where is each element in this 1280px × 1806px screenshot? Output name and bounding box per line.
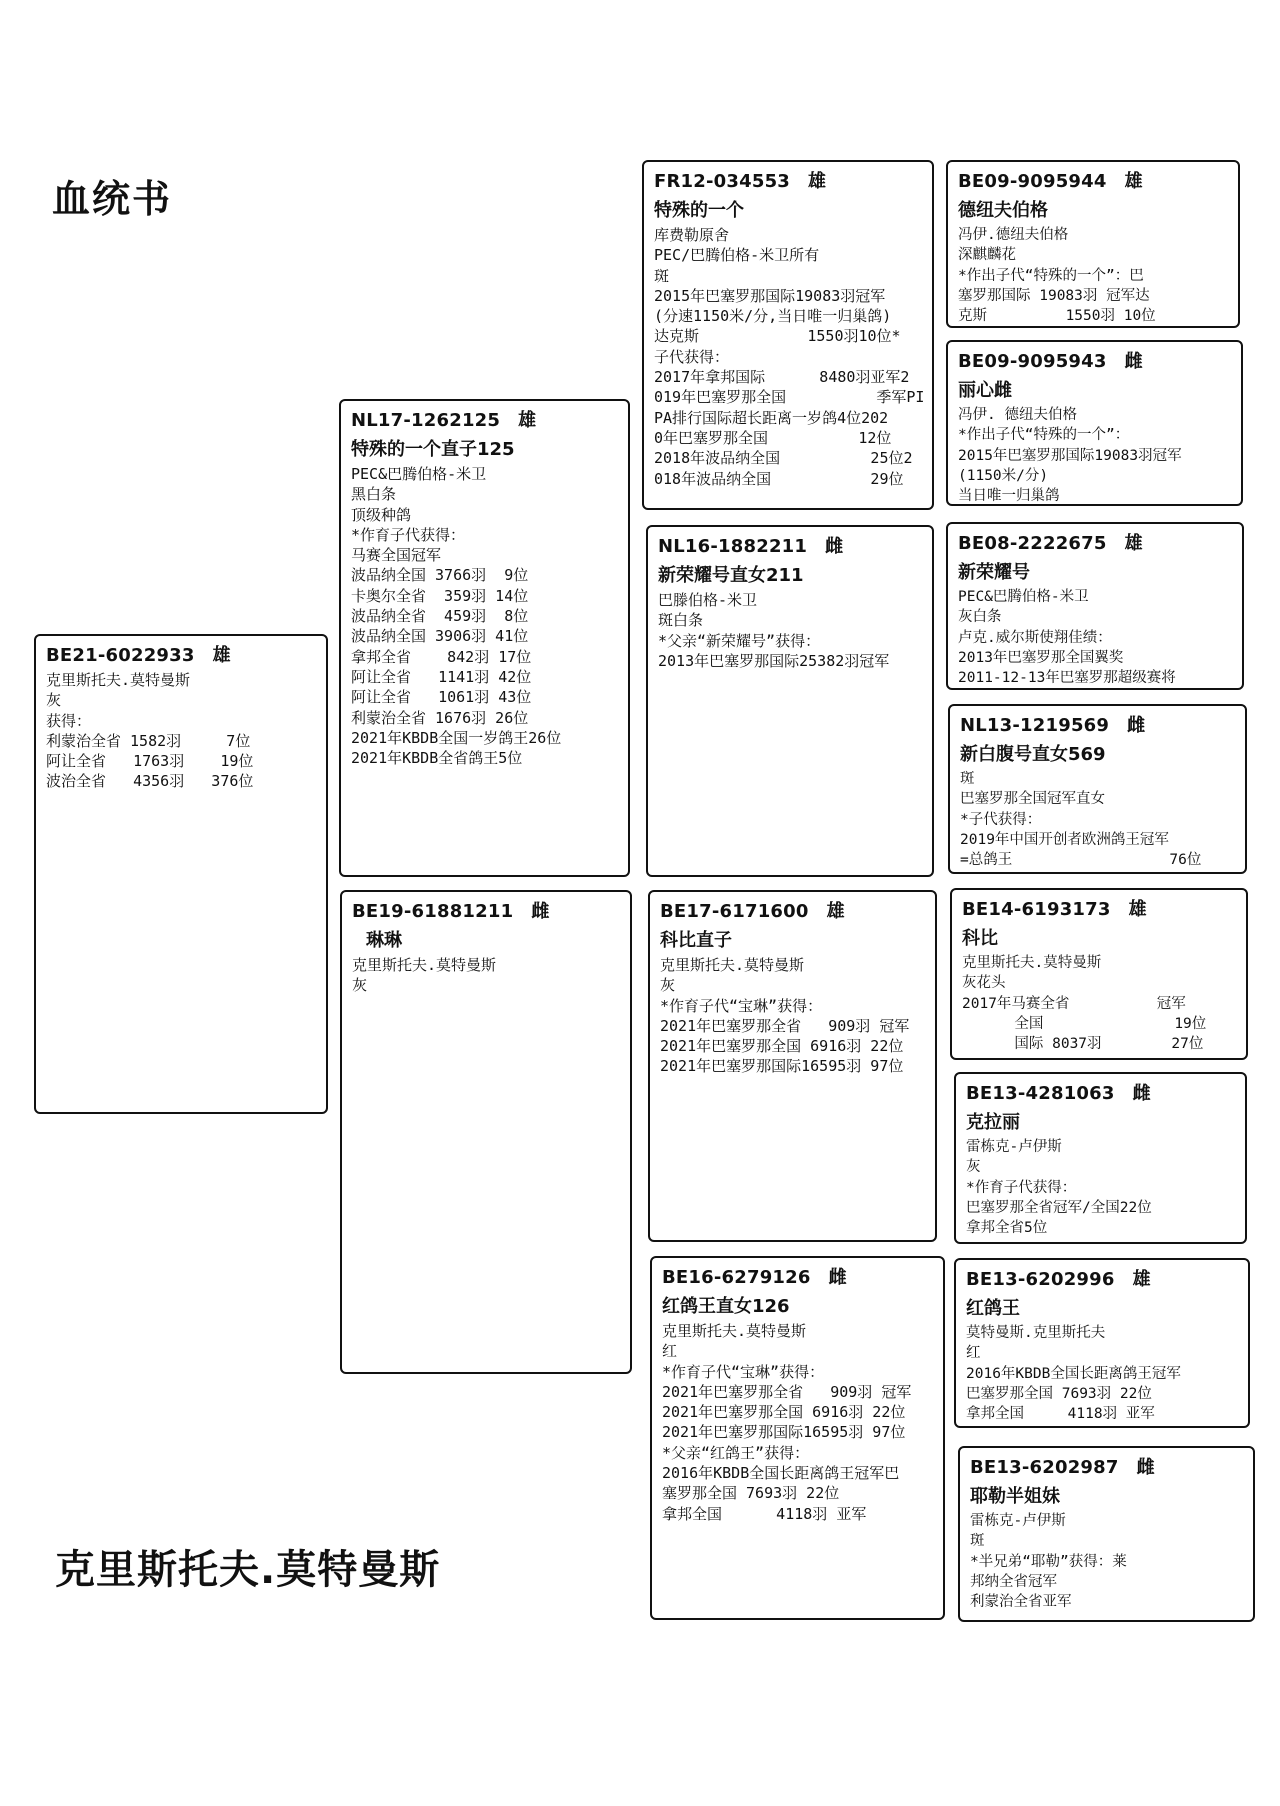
detail-line: 冯伊.德纽夫伯格	[958, 227, 1069, 243]
pigeon-name: 新荣耀号直女211	[658, 565, 804, 586]
ring-number: BE14-6193173	[962, 899, 1111, 920]
detail-line: 库费勒原舍	[654, 226, 730, 244]
pigeon-card-sds	[946, 522, 1244, 690]
ring-number: BE09-9095943	[958, 351, 1107, 372]
sex-label: 雌	[825, 536, 844, 557]
detail-line: 当日唯一归巢鸽	[958, 488, 1060, 505]
detail-line: 利蒙治全省亚军	[970, 1594, 1072, 1611]
card-details	[660, 955, 927, 1077]
detail-line: 巴塞罗那全国 7693羽 22位	[966, 1385, 1152, 1402]
pigeon-card-sdd	[948, 704, 1247, 874]
pigeon-name: 红鸽王	[966, 1298, 1020, 1319]
detail-line: (1150米/分)	[958, 467, 1049, 484]
detail-line: 灰	[966, 1159, 981, 1176]
card-details	[46, 670, 318, 792]
detail-line: 019年巴塞罗那全国 季军PI	[654, 388, 925, 407]
card-details	[654, 225, 924, 489]
card-details	[352, 955, 622, 996]
detail-line: 黑白条	[351, 485, 397, 504]
detail-line: (分速1150米/分,当日唯一归巢鸽)	[654, 307, 892, 326]
detail-line: 国际 8037羽 27位	[962, 1036, 1204, 1053]
detail-line: 阿让全省 1763羽 19位	[46, 752, 254, 771]
ring-number: BE17-6171600	[660, 901, 809, 922]
detail-line: 拿邦全国 4118羽 亚军	[662, 1504, 867, 1523]
pigeon-name: 特殊的一个直子125	[351, 439, 515, 460]
pigeon-card-sire-dam	[646, 525, 934, 877]
detail-line: 2013年巴塞罗那国际25382羽冠军	[658, 651, 890, 670]
detail-line: 雷栋克-卢伊斯	[966, 1139, 1062, 1155]
detail-line: 克里斯托夫.莫特曼斯	[352, 956, 497, 974]
card-details	[958, 587, 1234, 688]
ring-number: BE08-2222675	[958, 533, 1107, 554]
detail-line: 2019年中国开创者欧洲鸽王冠军	[960, 831, 1169, 848]
detail-line: *作出子代“特殊的一个”：	[958, 427, 1130, 444]
detail-line: 波品纳全省 459羽 8位	[351, 607, 529, 626]
sex-label: 雄	[1128, 899, 1147, 920]
detail-line: 全国 19位	[962, 1015, 1207, 1032]
detail-line: 018年波品纳全国 29位	[654, 469, 904, 488]
pigeon-card-ssd	[946, 340, 1243, 506]
detail-line: *半兄弟“耶勒”获得：莱	[970, 1553, 1127, 1570]
detail-line: 2021年巴塞罗那全省 909羽 冠军	[662, 1382, 912, 1401]
sex-label: 雌	[1124, 351, 1143, 372]
detail-line: 阿让全省 1061羽 43位	[351, 688, 532, 707]
ring-number: NL17-1262125	[351, 410, 501, 431]
detail-line: 拿邦全省5位	[966, 1220, 1048, 1237]
card-header	[960, 711, 1237, 737]
detail-line: 2015年巴塞罗那国际19083羽冠军	[958, 447, 1182, 464]
sex-label: 雄	[518, 410, 537, 431]
detail-line: 雷栋克-卢伊斯	[970, 1513, 1066, 1529]
pigeon-card-dss	[950, 888, 1248, 1060]
card-header	[966, 1079, 1237, 1105]
detail-line: 巴滕伯格-米卫	[658, 591, 758, 609]
ring-number: BE13-6202987	[970, 1457, 1119, 1478]
card-details	[958, 405, 1233, 506]
detail-line: 2011-12-13年巴塞罗那超级赛将	[958, 670, 1176, 687]
pedigree-title: 血统书	[52, 177, 173, 221]
detail-line: 2013年巴塞罗那全国翼奖	[958, 649, 1124, 666]
pigeon-name: 特殊的一个	[654, 200, 744, 221]
detail-line: 获得：	[46, 711, 92, 730]
sex-label: 雄	[1124, 533, 1143, 554]
sex-label: 雄	[212, 645, 231, 666]
card-header	[658, 532, 924, 558]
detail-line: 阿让全省 1141羽 42位	[351, 667, 532, 686]
sex-label: 雌	[1132, 1083, 1151, 1104]
card-details	[351, 464, 620, 768]
detail-line: 波品纳全国 3766羽 9位	[351, 566, 529, 585]
pigeon-name: 琳琳	[366, 930, 402, 951]
card-details	[960, 769, 1237, 870]
sex-label: 雌	[1127, 715, 1146, 736]
ring-number: FR12-034553	[654, 171, 791, 192]
pigeon-name: 科比直子	[660, 930, 732, 951]
pigeon-card-ddd	[958, 1446, 1255, 1622]
detail-line: 巴塞罗那全国冠军直女	[960, 791, 1105, 808]
detail-line: 塞罗那国际 19083羽 冠军达	[958, 287, 1150, 304]
detail-line: *父亲“新荣耀号”获得：	[658, 631, 821, 650]
pigeon-card-dam	[340, 890, 632, 1374]
pigeon-card-subject	[34, 634, 328, 1114]
detail-line: 邦纳全省冠军	[970, 1573, 1057, 1590]
detail-line: 塞罗那全国 7693羽 22位	[662, 1484, 840, 1503]
detail-line: 巴塞罗那全省冠军/全国22位	[966, 1199, 1152, 1216]
sex-label: 雌	[531, 901, 550, 922]
detail-line: 灰花头	[962, 975, 1006, 992]
detail-line: *作育子代“宝琳”获得：	[662, 1362, 825, 1381]
breeder-name: 克里斯托夫.莫特曼斯	[55, 1547, 441, 1593]
card-header	[662, 1263, 935, 1289]
pigeon-card-dsd	[954, 1072, 1247, 1244]
card-details	[958, 225, 1230, 326]
detail-line: =总鸽王 76位	[960, 852, 1202, 869]
detail-line: 克里斯托夫.莫特曼斯	[662, 1322, 807, 1340]
pigeon-card-sire	[339, 399, 630, 877]
card-details	[966, 1137, 1237, 1238]
detail-line: 2021年巴塞罗那国际16595羽 97位	[662, 1423, 906, 1442]
sex-label: 雄	[826, 901, 845, 922]
detail-line: 拿邦全省 842羽 17位	[351, 647, 532, 666]
pigeon-name: 克拉丽	[966, 1112, 1020, 1133]
detail-line: 红	[662, 1342, 678, 1361]
detail-line: 子代获得：	[654, 347, 730, 366]
ring-number: BE09-9095944	[958, 171, 1107, 192]
detail-line: 2021年KBDB全国一岁鸽王26位	[351, 728, 562, 747]
detail-line: 2016年KBDB全国长距离鸽王冠军	[966, 1365, 1181, 1382]
card-header	[958, 167, 1230, 193]
detail-line: *子代获得：	[960, 811, 1042, 828]
detail-line: 达克斯 1550羽10位*	[654, 327, 901, 346]
pigeon-card-dam-sire	[648, 890, 937, 1242]
detail-line: 灰	[46, 691, 62, 710]
ring-number: BE19-61881211	[352, 901, 514, 922]
detail-line: 拿邦全国 4118羽 亚军	[966, 1406, 1155, 1423]
detail-line: 2018年波品纳全国 25位2	[654, 449, 913, 468]
detail-line: 顶级种鸽	[351, 505, 412, 524]
detail-line: 克里斯托夫.莫特曼斯	[660, 956, 805, 974]
pigeon-name: 科比	[962, 928, 998, 949]
card-details	[962, 953, 1238, 1054]
card-header	[654, 167, 924, 193]
detail-line: *作育子代获得：	[351, 525, 466, 544]
detail-line: 冯伊. 德纽夫伯格	[958, 407, 1077, 423]
detail-line: 2015年巴塞罗那国际19083羽冠军	[654, 286, 886, 305]
detail-line: 斑	[970, 1533, 985, 1550]
card-header	[966, 1265, 1240, 1291]
sex-label: 雄	[808, 171, 827, 192]
detail-line: PEC/巴腾伯格-米卫所有	[654, 246, 820, 265]
pigeon-name: 新白腹号直女569	[960, 744, 1106, 765]
sex-label: 雄	[1132, 1269, 1151, 1290]
detail-line: 2021年巴塞罗那全国 6916羽 22位	[660, 1037, 904, 1056]
detail-line: *父亲“红鸽王”获得：	[662, 1443, 810, 1462]
detail-line: 斑	[654, 266, 670, 285]
pigeon-card-sss	[946, 160, 1240, 328]
pigeon-name: 德纽夫伯格	[958, 200, 1048, 221]
card-header	[351, 406, 620, 432]
pigeon-card-sire-sire	[642, 160, 934, 510]
sex-label: 雌	[828, 1267, 847, 1288]
detail-line: *作育子代获得：	[966, 1179, 1077, 1196]
detail-line: *作育子代“宝琳”获得：	[660, 996, 823, 1015]
detail-line: 灰白条	[958, 609, 1002, 626]
card-details	[658, 590, 924, 671]
detail-line: 波治全省 4356羽 376位	[46, 772, 254, 791]
detail-line: 卢克.威尔斯使翔佳绩：	[958, 629, 1112, 646]
detail-line: 利蒙治全省 1582羽 7位	[46, 731, 251, 750]
detail-line: 波品纳全国 3906羽 41位	[351, 627, 529, 646]
ring-number: NL16-1882211	[658, 536, 808, 557]
detail-line: 利蒙治全省 1676羽 26位	[351, 708, 529, 727]
detail-line: 2017年拿邦国际 8480羽亚军2	[654, 368, 910, 387]
detail-line: 0年巴塞罗那全国 12位	[654, 428, 892, 447]
card-header	[958, 347, 1233, 373]
card-header	[958, 529, 1234, 555]
detail-line: 红	[966, 1345, 981, 1362]
sex-label: 雄	[1124, 171, 1143, 192]
card-header	[46, 641, 318, 667]
detail-line: 克里斯托夫.莫特曼斯	[962, 955, 1102, 971]
pigeon-card-dam-dam	[650, 1256, 945, 1620]
pigeon-card-dds	[954, 1258, 1250, 1428]
detail-line: PEC&巴腾伯格-米卫	[351, 465, 487, 483]
ring-number: BE13-4281063	[966, 1083, 1115, 1104]
detail-line: 卡奥尔全省 359羽 14位	[351, 586, 529, 605]
pigeon-name: 丽心雌	[958, 380, 1012, 401]
detail-line: 克斯 1550羽 10位	[958, 308, 1156, 325]
detail-line: 灰	[352, 976, 368, 995]
detail-line: 2021年巴塞罗那全省 909羽 冠军	[660, 1016, 910, 1035]
pigeon-name: 红鸽王直女126	[662, 1296, 790, 1317]
ring-number: BE16-6279126	[662, 1267, 811, 1288]
detail-line: *作出子代“特殊的一个”：巴	[958, 267, 1144, 284]
card-header	[352, 897, 622, 923]
card-details	[966, 1323, 1240, 1424]
detail-line: PEC&巴腾伯格-米卫	[958, 589, 1089, 605]
card-header	[962, 895, 1238, 921]
detail-line: 2017年马赛全省 冠军	[962, 995, 1186, 1012]
detail-line: 斑	[960, 771, 975, 787]
detail-line: 斑白条	[658, 611, 704, 630]
detail-line: 深麒麟花	[958, 247, 1016, 264]
detail-line: PA排行国际超长距离一岁鸽4位202	[654, 408, 889, 427]
sex-label: 雌	[1136, 1457, 1155, 1478]
ring-number: NL13-1219569	[960, 715, 1110, 736]
detail-line: 莫特曼斯.克里斯托夫	[966, 1325, 1106, 1341]
ring-number: BE21-6022933	[46, 645, 195, 666]
detail-line: 克里斯托夫.莫特曼斯	[46, 671, 191, 689]
detail-line: 2021年巴塞罗那全国 6916羽 22位	[662, 1403, 906, 1422]
ring-number: BE13-6202996	[966, 1269, 1115, 1290]
detail-line: 灰	[660, 976, 676, 995]
card-header	[970, 1453, 1245, 1479]
card-header	[660, 897, 927, 923]
detail-line: 2016年KBDB全国长距离鸽王冠军巴	[662, 1464, 900, 1483]
card-details	[662, 1321, 935, 1524]
detail-line: 2021年KBDB全省鸽王5位	[351, 749, 523, 768]
detail-line: 马赛全国冠军	[351, 546, 442, 565]
detail-line: 2021年巴塞罗那国际16595羽 97位	[660, 1057, 904, 1076]
pigeon-name: 耶勒半姐妹	[970, 1486, 1060, 1507]
pigeon-name: 新荣耀号	[958, 562, 1030, 583]
card-details	[970, 1511, 1245, 1612]
